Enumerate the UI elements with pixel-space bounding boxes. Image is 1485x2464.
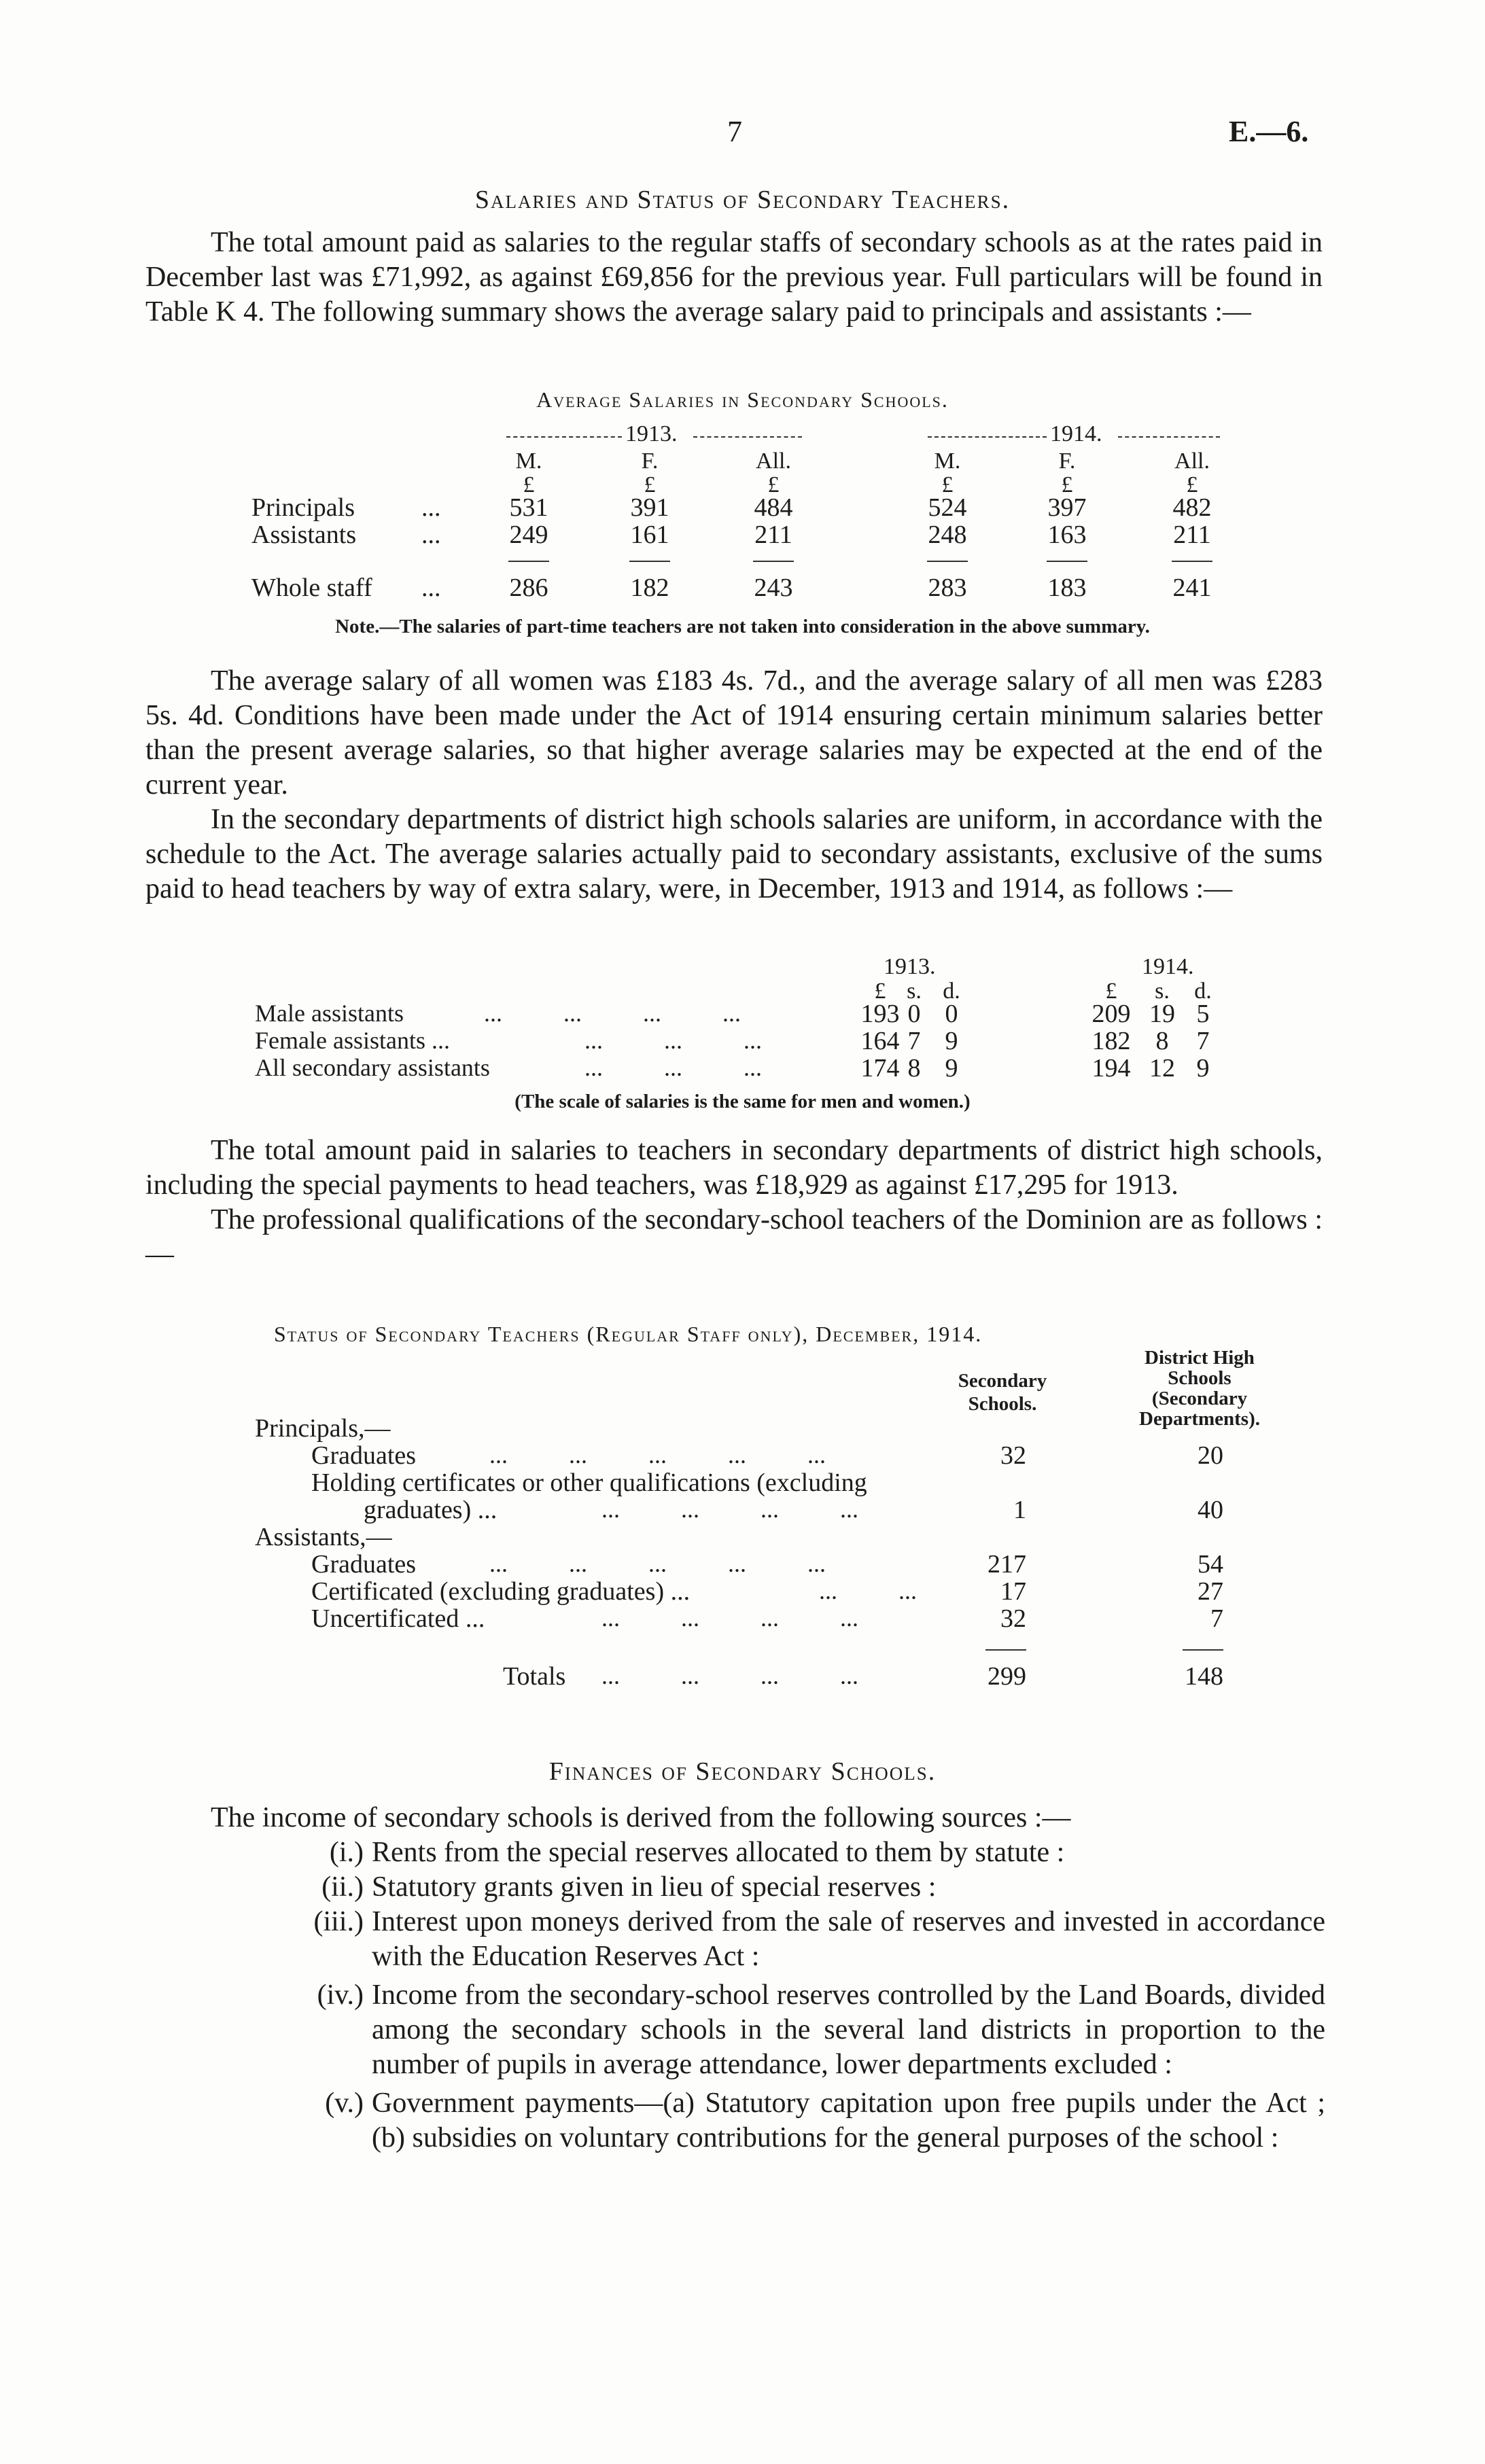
list-item-text: Statutory grants given in lieu of special reserves :	[372, 1871, 937, 1903]
value-cell: 17	[1000, 1577, 1026, 1606]
value-cell: 9	[945, 1054, 958, 1083]
avg-table-title: Average Salaries in Secondary Schools.	[536, 387, 949, 412]
column-header-secondary: Secondary Schools.	[958, 1370, 1047, 1415]
row-dots: ... ... ...	[584, 1054, 762, 1081]
value-cell: 182	[630, 574, 669, 602]
row-label: Graduates	[311, 1550, 417, 1579]
unit-label: £	[874, 979, 886, 1004]
row-label: Female assistants ...	[255, 1027, 450, 1054]
section-title: Finances of Secondary Schools.	[548, 1757, 937, 1786]
sum-rule	[1183, 1649, 1223, 1651]
paragraph-text: The average salary of all women was £183 4s. 7d., and the average salary of all men was £283 5s. 4d. Conditions have been made under the Act of 1914 ensuring certain minimum salaries better than the present average salaries, so that higher average salaries may be expected at the end of the current year.	[145, 665, 1323, 800]
value-cell: 283	[928, 574, 967, 602]
row-dots: ... ... ... ...	[484, 1000, 741, 1027]
sum-rule	[753, 561, 794, 562]
unit-label: s.	[907, 979, 922, 1004]
row-label: Assistants	[251, 521, 357, 549]
unit-label: £	[1186, 472, 1198, 497]
row-label: Male assistants	[255, 1000, 404, 1027]
column-header: M.	[515, 448, 542, 474]
value-cell: 241	[1172, 574, 1212, 602]
section-heading-finances	[0, 1757, 1485, 1787]
unit-label: £	[767, 472, 780, 497]
row-dots: ... ... ... ...	[601, 1604, 858, 1632]
value-cell: 484	[754, 493, 793, 522]
value-cell: 161	[630, 521, 669, 549]
row-dots: ... ...	[819, 1577, 917, 1604]
value-cell: 7	[907, 1027, 921, 1055]
value-cell: 7	[1196, 1027, 1210, 1055]
unit-label: £	[941, 472, 954, 497]
value-cell: 148	[1185, 1662, 1223, 1691]
row-label: Uncertificated ...	[311, 1604, 485, 1633]
column-header: F.	[1058, 448, 1076, 474]
paragraph-district-total	[145, 1133, 1323, 1272]
list-item	[272, 2086, 1325, 2155]
value-cell: 163	[1047, 521, 1087, 549]
value-cell: 391	[630, 493, 669, 522]
value-cell: 397	[1047, 493, 1087, 522]
year-rule	[506, 436, 622, 438]
value-cell: 40	[1198, 1496, 1223, 1524]
sum-rule	[927, 561, 968, 562]
column-header-district: District High Schools (Secondary Departments).	[1139, 1347, 1260, 1430]
year-1914-label: 1914.	[1142, 954, 1194, 979]
list-item-text: Government payments—(a) Statutory capitation upon free pupils under the Act ; (b) subsidies on voluntary contributions for the general purposes of the school :	[372, 2088, 1325, 2153]
table-note: Note.—The salaries of part-time teachers are not taken into consideration in the above summary.	[335, 616, 1150, 637]
value-cell: 9	[1196, 1054, 1210, 1083]
value-cell: 182	[1091, 1027, 1131, 1055]
unit-label: £	[1061, 472, 1073, 497]
list-item-text: Interest upon moneys derived from the sale of reserves and invested in accordance with the Education Reserves Act :	[372, 1906, 1325, 1972]
document-reference: E.—6.	[1229, 115, 1309, 148]
list-item-number: (iv.)	[317, 1979, 364, 2011]
income-sources-list	[272, 1835, 1325, 2155]
row-label: graduates) ...	[364, 1496, 497, 1524]
unit-label: £	[1105, 979, 1117, 1004]
sum-rule	[629, 561, 670, 562]
column-header: F.	[641, 448, 659, 474]
list-item	[272, 1978, 1325, 2082]
sum-rule	[985, 1649, 1026, 1651]
value-cell: 27	[1198, 1577, 1223, 1606]
finances-intro: The income of secondary schools is derived from the following sources :—	[211, 1802, 1071, 1833]
value-cell: 8	[907, 1054, 921, 1083]
year-1913-label: 1913.	[884, 954, 936, 979]
section-title: Salaries and Status of Secondary Teachers.	[474, 186, 1011, 214]
value-cell: 164	[860, 1027, 900, 1055]
list-item	[272, 1870, 1325, 1905]
value-cell: 7	[1210, 1604, 1223, 1633]
column-header: All.	[1174, 448, 1210, 474]
list-item	[272, 1835, 1325, 1870]
unit-label: £	[523, 472, 535, 497]
sum-rule	[1172, 561, 1212, 562]
column-header: All.	[756, 448, 791, 474]
value-cell: 211	[1173, 521, 1211, 549]
paragraph-text: The total amount paid in salaries to teachers in secondary departments of district high schools, including the special payments to head teachers, was £18,929 as against £17,295 for 1913.	[145, 1135, 1323, 1201]
value-cell: 1	[1013, 1496, 1026, 1524]
value-cell: 211	[754, 521, 792, 549]
group-label-principals: Principals,—	[255, 1414, 391, 1443]
unit-label: d.	[1194, 979, 1212, 1004]
row-label: Holding certificates or other qualifications (excluding	[311, 1468, 867, 1497]
row-dots: ... ... ...	[584, 1027, 762, 1054]
row-dots: ... ... ... ...	[601, 1496, 858, 1523]
value-cell: 243	[754, 574, 793, 602]
value-cell: 8	[1155, 1027, 1169, 1055]
paragraph-text: The total amount paid as salaries to the regular staffs of secondary schools as at the rates paid in December last was £71,992, as against £69,856 for the previous year. Full particulars will be found in Table K 4. The following summary shows the average salary paid to principals and assistants :—	[145, 227, 1323, 328]
value-cell: 32	[1000, 1441, 1026, 1470]
page-number: 7	[727, 115, 742, 148]
row-dots: ...	[421, 493, 441, 522]
value-cell: 286	[509, 574, 548, 602]
value-cell: 482	[1172, 493, 1212, 522]
paragraph-text: In the secondary departments of district high schools salaries are uniform, in accordance with the schedule to the Act. The average salaries actually paid to secondary assistants, exclusive of the sums paid to head teachers by way of extra salary, were, in December, 1913 and 1914, as follows :—	[145, 804, 1323, 904]
row-label: All secondary assistants	[255, 1054, 490, 1081]
value-cell: 20	[1198, 1441, 1223, 1470]
row-dots: ... ... ... ... ...	[489, 1441, 826, 1468]
value-cell: 9	[945, 1027, 958, 1055]
group-label-assistants: Assistants,—	[255, 1523, 392, 1551]
value-cell: 0	[945, 1000, 958, 1028]
row-label: Principals	[251, 493, 355, 522]
list-item-number: (ii.)	[321, 1871, 364, 1903]
list-item-number: (v.)	[325, 2088, 364, 2119]
column-header: M.	[934, 448, 961, 474]
row-dots: ... ... ... ... ...	[489, 1550, 826, 1577]
row-dots: ...	[421, 521, 441, 549]
year-1913-label: 1913.	[625, 421, 678, 446]
year-1914-label: 1914.	[1050, 421, 1102, 446]
unit-label: d.	[943, 979, 960, 1004]
value-cell: 193	[860, 1000, 900, 1028]
row-dots: ...	[421, 574, 441, 602]
list-item-text: Income from the secondary-school reserves controlled by the Land Boards, divided among the secondary schools in the several land districts in proportion to the number of pupils in average attendance, lower departments excluded :	[372, 1979, 1325, 2080]
row-label: Graduates	[311, 1441, 417, 1470]
value-cell: 209	[1091, 1000, 1131, 1028]
row-dots: ... ... ... ...	[601, 1662, 858, 1689]
section-heading-salaries	[0, 185, 1485, 215]
sum-rule	[1047, 561, 1087, 562]
value-cell: 19	[1149, 1000, 1175, 1028]
value-cell: 531	[509, 493, 548, 522]
paragraph-salaries-total	[145, 226, 1323, 330]
unit-label: s.	[1155, 979, 1170, 1004]
paragraph-text: The professional qualifications of the secondary-school teachers of the Dominion are as follows :—	[145, 1204, 1323, 1270]
year-rule	[928, 436, 1047, 438]
value-cell: 183	[1047, 574, 1087, 602]
status-table-title: Status of Secondary Teachers (Regular Staff only), December, 1914.	[274, 1322, 983, 1346]
value-cell: 299	[988, 1662, 1026, 1691]
table-note: (The scale of salaries is the same for men and women.)	[514, 1091, 971, 1112]
value-cell: 54	[1198, 1550, 1223, 1579]
list-item-number: (i.)	[329, 1837, 364, 1868]
row-label: Whole staff	[251, 574, 372, 602]
sum-rule	[508, 561, 549, 562]
year-rule	[1118, 436, 1220, 438]
value-cell: 249	[509, 521, 548, 549]
value-cell: 524	[928, 493, 967, 522]
value-cell: 12	[1149, 1054, 1175, 1083]
value-cell: 0	[907, 1000, 921, 1028]
value-cell: 248	[928, 521, 967, 549]
value-cell: 174	[860, 1054, 900, 1083]
year-rule	[693, 436, 802, 438]
unit-label: £	[644, 472, 656, 497]
value-cell: 217	[988, 1550, 1026, 1579]
list-item-text: Rents from the special reserves allocated to them by statute :	[372, 1837, 1065, 1868]
value-cell: 32	[1000, 1604, 1026, 1633]
list-item	[272, 1905, 1325, 1974]
paragraph-average-women-men	[145, 664, 1323, 907]
value-cell: 5	[1196, 1000, 1210, 1028]
row-label: Certificated (excluding graduates) ...	[311, 1577, 691, 1606]
totals-label: Totals	[503, 1662, 566, 1691]
list-item-number: (iii.)	[313, 1906, 364, 1937]
value-cell: 194	[1091, 1054, 1131, 1083]
